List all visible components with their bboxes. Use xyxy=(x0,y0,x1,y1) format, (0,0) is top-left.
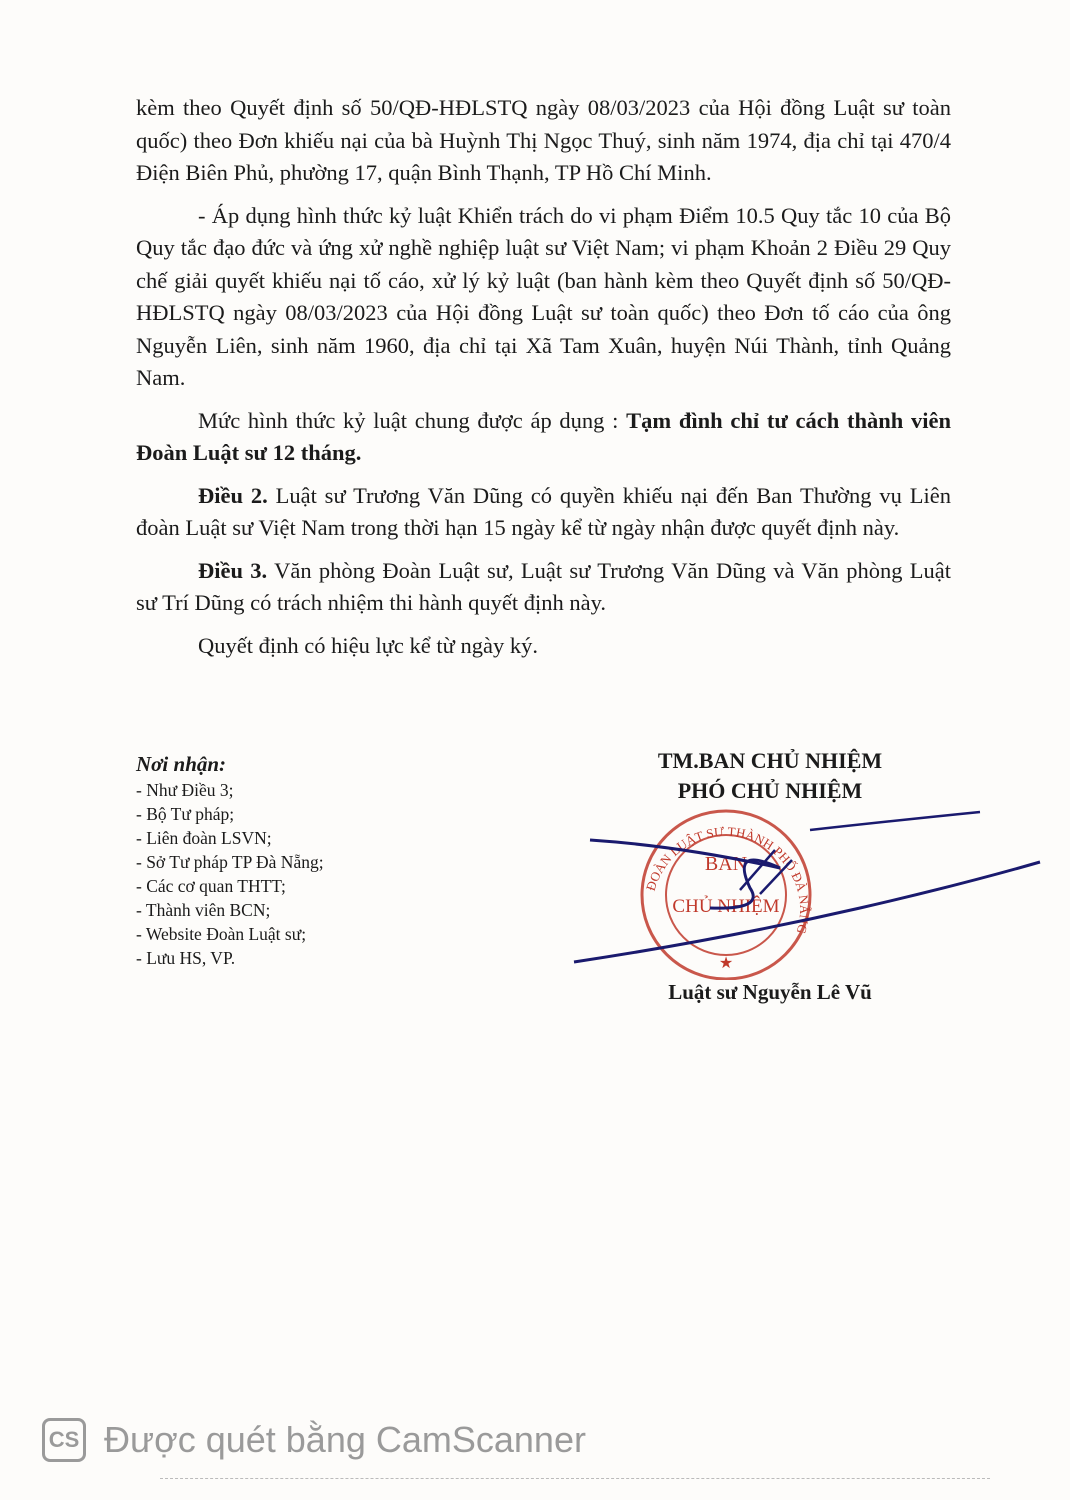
signer-name: Luật sư Nguyễn Lê Vũ xyxy=(668,980,872,1004)
paragraph-discipline-reprimand: - Áp dụng hình thức kỷ luật Khiển trách do vi phạm Điểm 10.5 Quy tắc 10 của Bộ Quy tắc đạo đức và ứng xử nghề nghiệp luật sư Việt Nam; vi phạm Khoản 2 Điều 29 Quy chế giải quyết khiếu nại tố cáo, xử lý kỷ luật (ban hành kèm theo Quyết định số 50/QĐ-HĐLSTQ ngày 08/03/2023 của Hội đồng Luật sư toàn quốc) theo Đơn tố cáo của ông Nguyễn Liên, sinh năm 1960, địa chỉ tại Xã Tam Xuân, huyện Núi Thành, tỉnh Quảng Nam. xyxy=(136,202,951,390)
overall-discipline-label: Mức hình thức kỷ luật chung được áp dụng : xyxy=(198,407,627,433)
recipients-list xyxy=(136,778,466,970)
scan-edge-line xyxy=(160,1478,990,1479)
stamp-center-bottom: CHỦ NHIỆM xyxy=(672,896,780,917)
recipient-item: - Sở Tư pháp TP Đà Nẵng; xyxy=(136,852,324,872)
article-3-label: Điều 3. xyxy=(198,557,268,583)
article-2-label: Điều 2. xyxy=(198,482,268,508)
effective-clause: Quyết định có hiệu lực kể từ ngày ký. xyxy=(198,632,538,658)
signature-position: PHÓ CHỦ NHIỆM xyxy=(677,778,863,803)
recipient-item: - Lưu HS, VP. xyxy=(136,948,236,968)
recipient-item: - Như Điều 3; xyxy=(136,780,234,800)
decision-body xyxy=(136,92,951,672)
paragraph-complaint-1: kèm theo Quyết định số 50/QĐ-HĐLSTQ ngày 08/03/2023 của Hội đồng Luật sư toàn quốc) theo Đơn khiếu nại của bà Huỳnh Thị Ngọc Thuý, sinh năm 1974, địa chỉ tại 470/4 Điện Biên Phủ, phường 17, quận Bình Thạnh, TP Hồ Chí Minh. xyxy=(136,95,951,185)
camscanner-logo-icon: CS xyxy=(42,1418,86,1462)
article-3 xyxy=(136,555,951,620)
stamp-ring-text: ĐOÀN LUẬT SƯ THÀNH PHỐ ĐÀ NẴNG xyxy=(642,823,813,936)
recipient-item: - Thành viên BCN; xyxy=(136,900,271,920)
recipient-item: - Các cơ quan THTT; xyxy=(136,876,286,896)
recipients-heading: Nơi nhận: xyxy=(136,752,227,776)
signature-title: TM.BAN CHỦ NHIỆM xyxy=(657,748,883,773)
stamp-center-top: BAN xyxy=(704,853,748,875)
stamp-seal xyxy=(642,811,812,979)
watermark-text: Được quét bằng CamScanner xyxy=(104,1419,586,1460)
official-stamp-and-signature xyxy=(560,790,1060,980)
recipient-item: - Bộ Tư pháp; xyxy=(136,804,235,824)
recipients-block xyxy=(136,750,466,970)
paragraph-overall-discipline xyxy=(136,405,951,470)
article-2 xyxy=(136,480,951,545)
article-2-text: Luật sư Trương Văn Dũng có quyền khiếu nại đến Ban Thường vụ Liên đoàn Luật sư Việt Nam trong thời hạn 15 ngày kể từ ngày nhận được quyết định này. xyxy=(136,482,951,540)
article-3-text: Văn phòng Đoàn Luật sư, Luật sư Trương Văn Dũng và Văn phòng Luật sư Trí Dũng có trách nhiệm thi hành quyết định này. xyxy=(136,557,952,615)
scanner-watermark xyxy=(42,1416,586,1464)
recipient-item: - Liên đoàn LSVN; xyxy=(136,828,272,848)
recipient-item: - Website Đoàn Luật sư; xyxy=(136,924,307,944)
overall-discipline-penalty: Tạm đình chỉ tư cách thành viên Đoàn Luật sư 12 tháng. xyxy=(136,407,952,465)
star-icon: ★ xyxy=(718,955,734,972)
